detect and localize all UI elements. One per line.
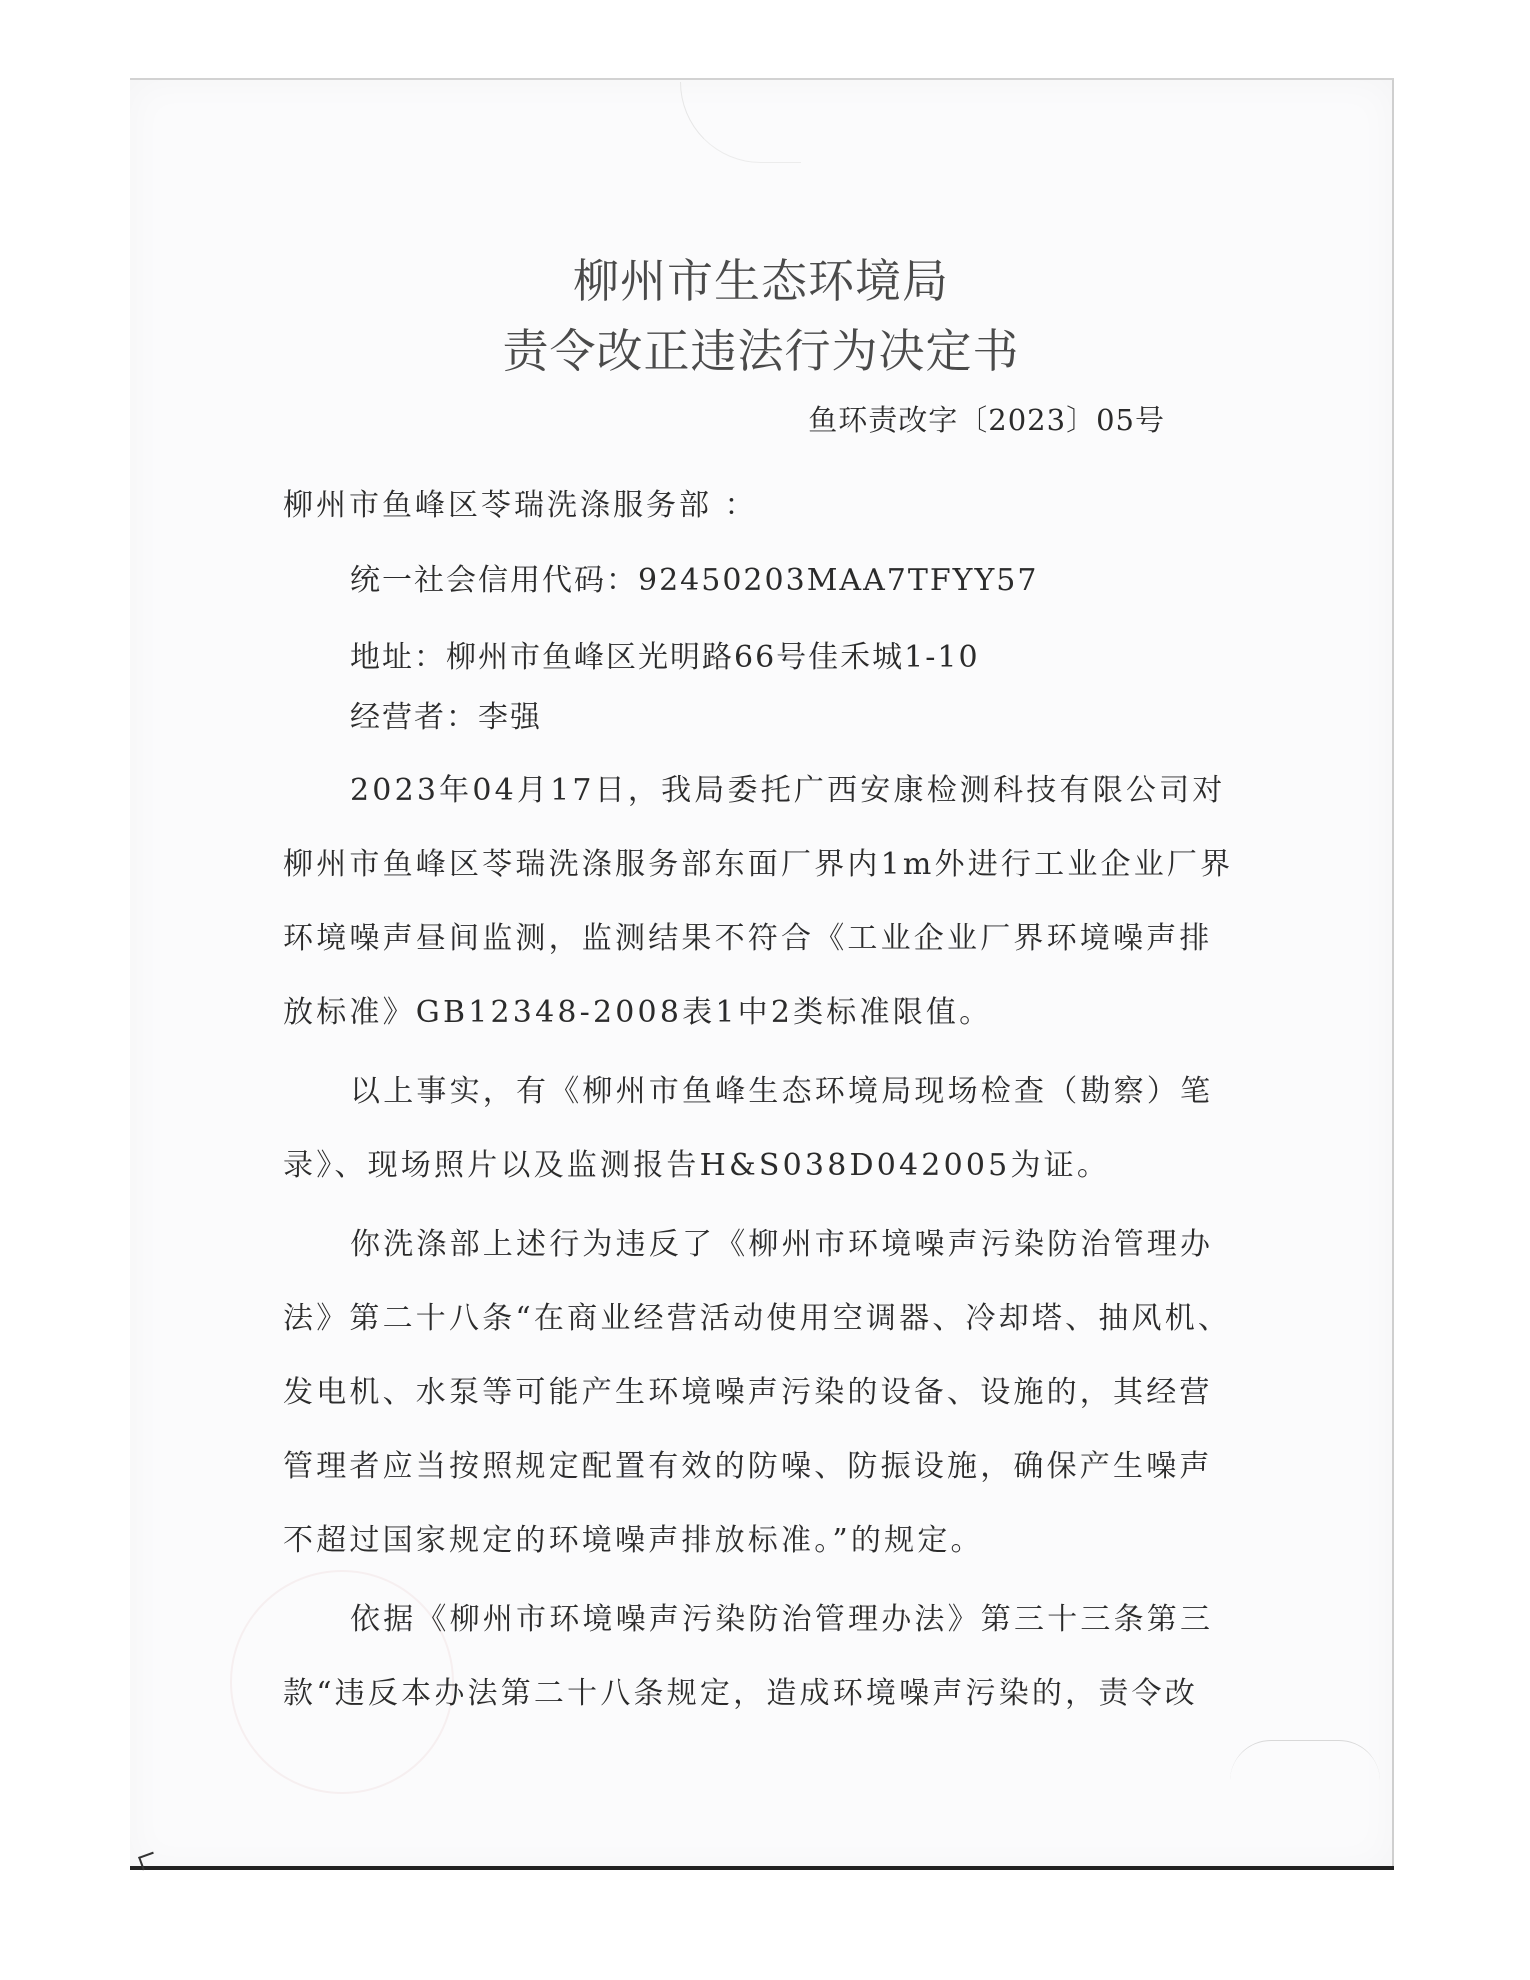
body-line: 你洗涤部上述行为违反了《柳州市环境噪声污染防治管理办 <box>350 1227 1214 1262</box>
body-line: 放标准》GB12348-2008表1中2类标准限值。 <box>283 995 993 1030</box>
body-line: 管理者应当按照规定配置有效的防噪、防振设施，确保产生噪声 <box>283 1449 1213 1484</box>
document-title-agency: 柳州市生态环境局 <box>573 254 949 308</box>
recipient-name: 柳州市鱼峰区苓瑞洗涤服务部 ： <box>283 488 758 523</box>
document-number: 鱼环责改字〔2023〕05号 <box>808 403 1165 437</box>
address: 地址：柳州市鱼峰区光明路66号佳禾城1-10 <box>350 640 980 675</box>
body-line: 以上事实，有《柳州市鱼峰生态环境局现场检查（勘察）笔 <box>350 1074 1214 1109</box>
body-line: 2023年04月17日，我局委托广西安康检测科技有限公司对 <box>350 773 1226 808</box>
document-title-type: 责令改正违法行为决定书 <box>502 324 1020 378</box>
credit-code: 统一社会信用代码：92450203MAA7TFYY57 <box>350 563 1039 598</box>
body-line: 依据《柳州市环境噪声污染防治管理办法》第三十三条第三 <box>350 1602 1214 1637</box>
body-line: 柳州市鱼峰区苓瑞洗涤服务部东面厂界内1m外进行工业企业厂界 <box>283 847 1234 882</box>
paper-curl-mark <box>1230 1740 1380 1781</box>
body-line: 不超过国家规定的环境噪声排放标准。”的规定。 <box>283 1523 984 1558</box>
body-line: 环境噪声昼间监测，监测结果不符合《工业企业厂界环境噪声排 <box>283 921 1213 956</box>
body-line: 录》、现场照片以及监测报告H&S038D042005为证。 <box>283 1148 1111 1183</box>
operator-name: 经营者：李强 <box>350 700 542 735</box>
scan-edge <box>130 1866 1394 1870</box>
body-line: 款“违反本办法第二十八条规定，造成环境噪声污染的，责令改 <box>283 1676 1198 1711</box>
body-line: 发电机、水泵等可能产生环境噪声污染的设备、设施的，其经营 <box>283 1375 1213 1410</box>
body-line: 法》第二十八条“在商业经营活动使用空调器、冷却塔、抽风机、 <box>283 1301 1232 1336</box>
